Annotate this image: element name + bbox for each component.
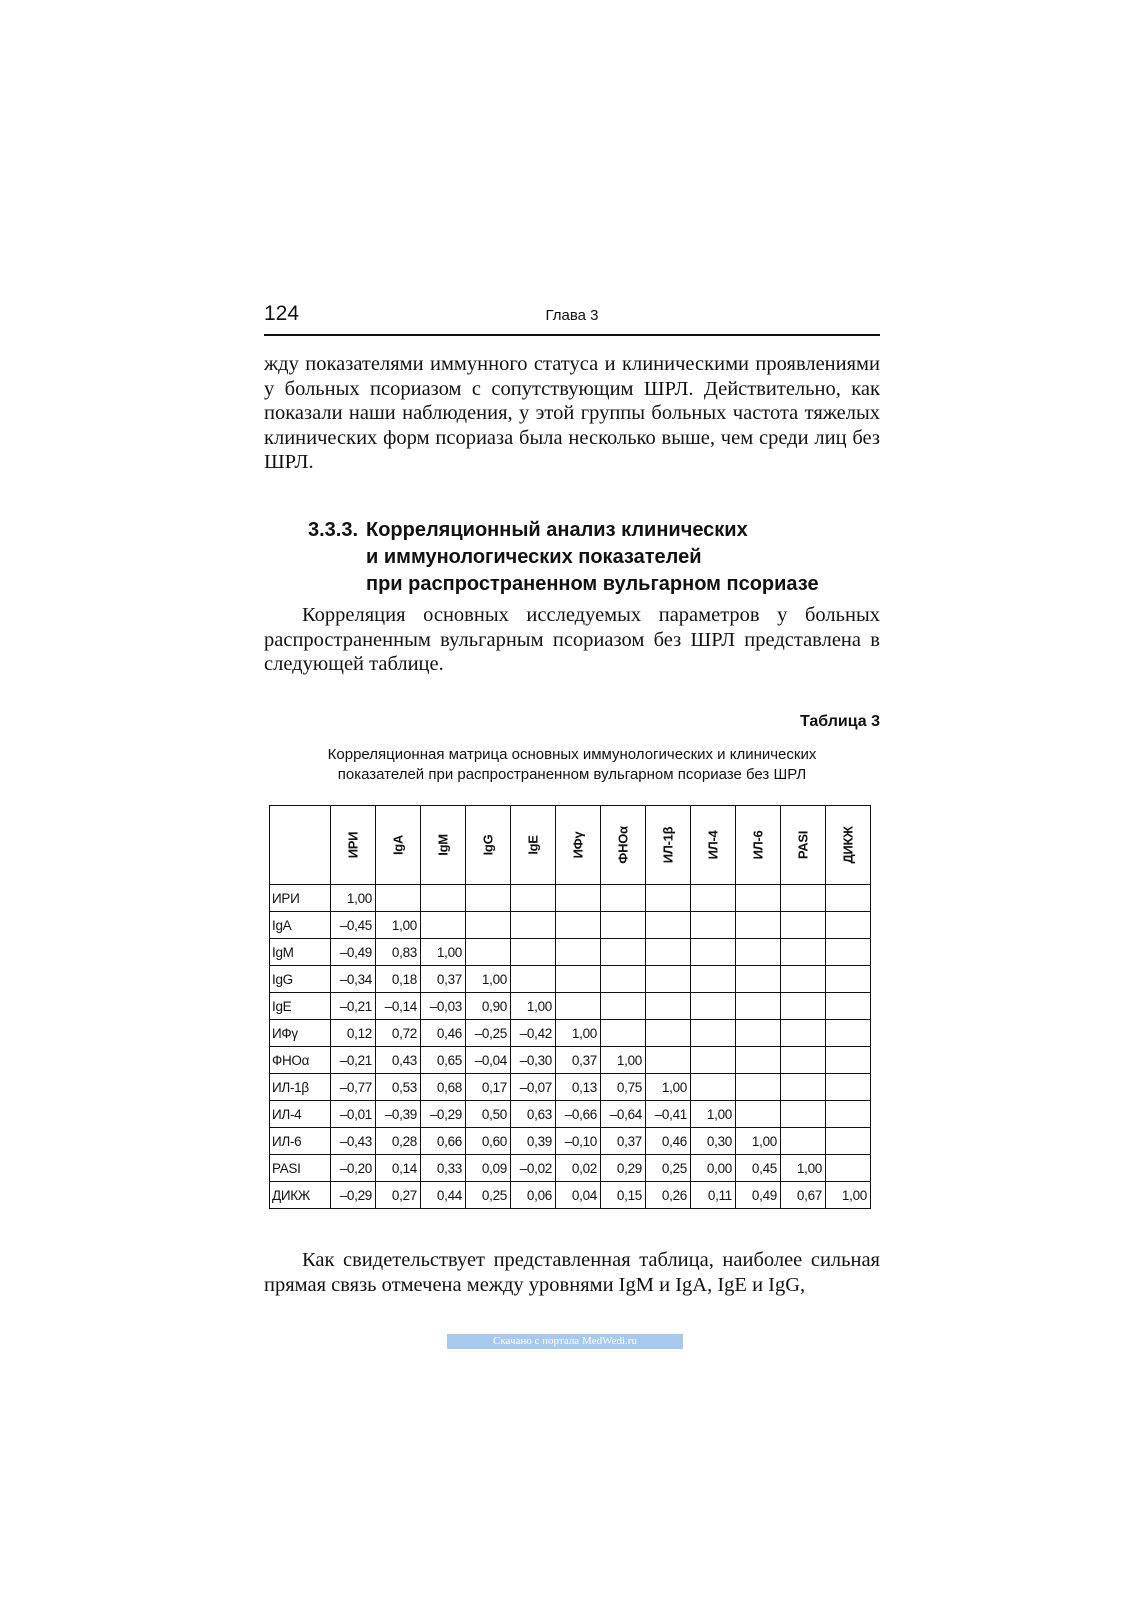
table-cell bbox=[511, 912, 556, 939]
table-cell bbox=[556, 966, 601, 993]
table-cell: 0,27 bbox=[376, 1182, 421, 1209]
table-cell bbox=[466, 885, 511, 912]
table-cell: 0,37 bbox=[601, 1128, 646, 1155]
row-label: ИФγ bbox=[270, 1020, 331, 1047]
table-cell: 0,66 bbox=[421, 1128, 466, 1155]
table-cell: 1,00 bbox=[691, 1101, 736, 1128]
table-cell bbox=[646, 1047, 691, 1074]
table-cell bbox=[826, 939, 871, 966]
table-cell: –0,04 bbox=[466, 1047, 511, 1074]
column-header bbox=[376, 806, 421, 885]
table-cell: –0,64 bbox=[601, 1101, 646, 1128]
running-head: Глава 3 bbox=[545, 307, 599, 324]
download-banner[interactable]: Скачано с портала MedWedi.ru bbox=[447, 1334, 683, 1349]
table-cell bbox=[781, 1020, 826, 1047]
table-cell: –0,03 bbox=[421, 993, 466, 1020]
column-header-label: ФНОα bbox=[615, 826, 631, 864]
row-label: ДИКЖ bbox=[270, 1182, 331, 1209]
table-cell bbox=[691, 885, 736, 912]
table-cell bbox=[826, 1155, 871, 1182]
table-row bbox=[270, 1074, 871, 1101]
table-row bbox=[270, 1020, 871, 1047]
row-label: ИРИ bbox=[270, 885, 331, 912]
row-label: IgM bbox=[270, 939, 331, 966]
table-cell: 0,43 bbox=[376, 1047, 421, 1074]
table-cell bbox=[691, 939, 736, 966]
table-cell: 0,33 bbox=[421, 1155, 466, 1182]
table-cell: 0,06 bbox=[511, 1182, 556, 1209]
table-cell bbox=[601, 939, 646, 966]
table-cell: 1,00 bbox=[826, 1182, 871, 1209]
table-caption-line-1: Корреляционная матрица основных иммунологических и клинических bbox=[327, 746, 817, 763]
table-row bbox=[270, 912, 871, 939]
table-cell: 1,00 bbox=[421, 939, 466, 966]
table-cell: –0,77 bbox=[331, 1074, 376, 1101]
row-label: ИЛ-1β bbox=[270, 1074, 331, 1101]
column-header-label: ИЛ-4 bbox=[705, 830, 721, 860]
page-number: 124 bbox=[264, 302, 300, 325]
table-cell bbox=[511, 939, 556, 966]
table-cell bbox=[601, 993, 646, 1020]
table-cell: –0,25 bbox=[466, 1020, 511, 1047]
table-cell: 1,00 bbox=[781, 1155, 826, 1182]
table-cell: –0,14 bbox=[376, 993, 421, 1020]
column-header-label: ИЛ-6 bbox=[750, 830, 766, 860]
table-row bbox=[270, 1128, 871, 1155]
column-header bbox=[556, 806, 601, 885]
table-cell: 0,65 bbox=[421, 1047, 466, 1074]
table-cell: –0,41 bbox=[646, 1101, 691, 1128]
table-cell: 0,44 bbox=[421, 1182, 466, 1209]
table-cell: 0,04 bbox=[556, 1182, 601, 1209]
column-header bbox=[466, 806, 511, 885]
table-cell: 0,17 bbox=[466, 1074, 511, 1101]
table-cell: 0,68 bbox=[421, 1074, 466, 1101]
table-cell bbox=[556, 912, 601, 939]
table-cell bbox=[646, 1020, 691, 1047]
table-cell bbox=[691, 1020, 736, 1047]
table-cell: 0,25 bbox=[646, 1155, 691, 1182]
table-cell bbox=[736, 966, 781, 993]
table-cell: –0,07 bbox=[511, 1074, 556, 1101]
table-cell bbox=[826, 1020, 871, 1047]
column-header bbox=[691, 806, 736, 885]
table-cell bbox=[691, 1047, 736, 1074]
table-cell: –0,49 bbox=[331, 939, 376, 966]
column-header bbox=[646, 806, 691, 885]
table-cell: 0,28 bbox=[376, 1128, 421, 1155]
table-cell bbox=[691, 912, 736, 939]
table-cell: 0,83 bbox=[376, 939, 421, 966]
table-cell: 0,90 bbox=[466, 993, 511, 1020]
table-cell: 0,60 bbox=[466, 1128, 511, 1155]
table-cell bbox=[691, 1074, 736, 1101]
table-cell bbox=[691, 966, 736, 993]
table-cell: 0,46 bbox=[646, 1128, 691, 1155]
table-cell bbox=[826, 966, 871, 993]
table-cell: –0,43 bbox=[331, 1128, 376, 1155]
table-cell: 0,15 bbox=[601, 1182, 646, 1209]
table-cell: 0,26 bbox=[646, 1182, 691, 1209]
table-cell: 0,72 bbox=[376, 1020, 421, 1047]
table-cell bbox=[781, 885, 826, 912]
table-cell bbox=[781, 939, 826, 966]
table-cell: 0,37 bbox=[421, 966, 466, 993]
column-header-label: ИЛ-1β bbox=[660, 826, 676, 864]
table-cell bbox=[691, 993, 736, 1020]
table-row bbox=[270, 1101, 871, 1128]
table-cell bbox=[601, 1020, 646, 1047]
table-cell: 0,37 bbox=[556, 1047, 601, 1074]
matrix-corner-cell bbox=[270, 806, 331, 885]
table-cell bbox=[826, 1074, 871, 1101]
table-cell bbox=[556, 993, 601, 1020]
table-cell bbox=[646, 885, 691, 912]
table-label: Таблица 3 bbox=[799, 713, 880, 730]
table-cell bbox=[466, 912, 511, 939]
table-cell: –0,02 bbox=[511, 1155, 556, 1182]
table-cell: –0,42 bbox=[511, 1020, 556, 1047]
paragraph-conclusion: Как свидетельствует представленная таблица, наиболее сильная прямая связь отмечена между уровнями IgM и IgA, IgE и IgG, bbox=[264, 1249, 880, 1296]
table-cell bbox=[646, 993, 691, 1020]
table-cell bbox=[556, 885, 601, 912]
table-row bbox=[270, 1182, 871, 1209]
column-header-label: ДИКЖ bbox=[840, 826, 856, 864]
table-cell: 0,53 bbox=[376, 1074, 421, 1101]
matrix-body bbox=[270, 885, 871, 1209]
table-cell: –0,34 bbox=[331, 966, 376, 993]
table-caption bbox=[264, 745, 880, 785]
table-cell bbox=[421, 912, 466, 939]
table-cell: 0,00 bbox=[691, 1155, 736, 1182]
table-cell: 0,09 bbox=[466, 1155, 511, 1182]
table-row bbox=[270, 1047, 871, 1074]
table-cell: –0,10 bbox=[556, 1128, 601, 1155]
section-title-line-2: и иммунологических показателей bbox=[366, 546, 702, 568]
table-cell bbox=[781, 966, 826, 993]
table-cell: 1,00 bbox=[331, 885, 376, 912]
table-cell: 1,00 bbox=[556, 1020, 601, 1047]
table-cell: 0,49 bbox=[736, 1182, 781, 1209]
table-cell: –0,29 bbox=[421, 1101, 466, 1128]
table-cell: 0,02 bbox=[556, 1155, 601, 1182]
correlation-matrix bbox=[269, 805, 871, 1209]
table-cell bbox=[646, 912, 691, 939]
table-row bbox=[270, 885, 871, 912]
table-cell bbox=[826, 1047, 871, 1074]
table-cell bbox=[826, 912, 871, 939]
table-cell: 1,00 bbox=[376, 912, 421, 939]
table-cell bbox=[466, 939, 511, 966]
row-label: IgG bbox=[270, 966, 331, 993]
table-cell: 1,00 bbox=[736, 1128, 781, 1155]
table-cell bbox=[736, 1101, 781, 1128]
table-cell bbox=[826, 1128, 871, 1155]
column-header bbox=[421, 806, 466, 885]
table-cell: 0,39 bbox=[511, 1128, 556, 1155]
table-cell: –0,21 bbox=[331, 1047, 376, 1074]
column-header bbox=[826, 806, 871, 885]
column-header bbox=[601, 806, 646, 885]
section-title-line-1: Корреляционный анализ клинических bbox=[366, 519, 748, 541]
table-cell bbox=[511, 966, 556, 993]
section-heading bbox=[308, 517, 888, 598]
table-cell: 1,00 bbox=[646, 1074, 691, 1101]
table-cell: –0,66 bbox=[556, 1101, 601, 1128]
table-cell bbox=[781, 1074, 826, 1101]
column-header bbox=[781, 806, 826, 885]
table-cell bbox=[826, 993, 871, 1020]
matrix-header-row bbox=[270, 806, 871, 885]
row-label: ИЛ-4 bbox=[270, 1101, 331, 1128]
table-cell: 0,11 bbox=[691, 1182, 736, 1209]
table-cell: 0,25 bbox=[466, 1182, 511, 1209]
table-cell bbox=[601, 966, 646, 993]
column-header-label: IgE bbox=[525, 835, 541, 855]
column-header-label: IgM bbox=[435, 834, 451, 856]
table-cell: –0,30 bbox=[511, 1047, 556, 1074]
table-cell bbox=[781, 912, 826, 939]
table-cell: 0,30 bbox=[691, 1128, 736, 1155]
table-cell: 0,50 bbox=[466, 1101, 511, 1128]
table-cell bbox=[511, 885, 556, 912]
table-cell: 0,67 bbox=[781, 1182, 826, 1209]
table-cell: –0,21 bbox=[331, 993, 376, 1020]
paragraph-table-intro: Корреляция основных исследуемых параметров у больных распространенным вульгарным псориазом без ШРЛ представлена в следующей таблице. bbox=[264, 604, 880, 675]
column-header-label: PASI bbox=[795, 830, 811, 860]
table-row bbox=[270, 939, 871, 966]
table-cell: 0,13 bbox=[556, 1074, 601, 1101]
table-cell bbox=[781, 1047, 826, 1074]
column-header-label: IgA bbox=[390, 834, 406, 856]
table-cell bbox=[736, 1047, 781, 1074]
table-cell bbox=[736, 939, 781, 966]
table-cell bbox=[601, 885, 646, 912]
table-cell bbox=[826, 885, 871, 912]
table-cell: 0,12 bbox=[331, 1020, 376, 1047]
table-cell: 1,00 bbox=[466, 966, 511, 993]
row-label: IgE bbox=[270, 993, 331, 1020]
table-cell bbox=[736, 912, 781, 939]
table-cell: 0,18 bbox=[376, 966, 421, 993]
column-header-label: ИФγ bbox=[570, 831, 586, 859]
table-cell bbox=[781, 1128, 826, 1155]
table-cell: 0,29 bbox=[601, 1155, 646, 1182]
column-header bbox=[736, 806, 781, 885]
table-cell bbox=[826, 1101, 871, 1128]
column-header bbox=[511, 806, 556, 885]
column-header bbox=[331, 806, 376, 885]
table-cell bbox=[736, 1020, 781, 1047]
table-cell: –0,20 bbox=[331, 1155, 376, 1182]
table-cell bbox=[781, 993, 826, 1020]
table-row bbox=[270, 966, 871, 993]
table-cell bbox=[736, 993, 781, 1020]
table-cell: –0,45 bbox=[331, 912, 376, 939]
table-cell: 0,63 bbox=[511, 1101, 556, 1128]
table-cell bbox=[556, 939, 601, 966]
table-row bbox=[270, 1155, 871, 1182]
row-label: ИЛ-6 bbox=[270, 1128, 331, 1155]
table-cell: 0,45 bbox=[736, 1155, 781, 1182]
table-cell bbox=[376, 885, 421, 912]
table-cell bbox=[601, 912, 646, 939]
row-label: PASI bbox=[270, 1155, 331, 1182]
table-cell: 1,00 bbox=[511, 993, 556, 1020]
table-cell: 0,46 bbox=[421, 1020, 466, 1047]
table-cell bbox=[736, 1074, 781, 1101]
table-cell bbox=[646, 966, 691, 993]
section-title-line-3: при распространенном вульгарном псориазе bbox=[366, 573, 819, 595]
column-header-label: ИРИ bbox=[345, 831, 361, 859]
table-cell: 1,00 bbox=[601, 1047, 646, 1074]
table-cell bbox=[781, 1101, 826, 1128]
table-cell: –0,29 bbox=[331, 1182, 376, 1209]
column-header-label: IgG bbox=[480, 834, 496, 856]
table-caption-line-2: показателей при распространенном вульгарном псориазе без ШРЛ bbox=[337, 766, 807, 783]
row-label: IgA bbox=[270, 912, 331, 939]
page-header bbox=[264, 300, 880, 336]
table-cell bbox=[646, 939, 691, 966]
row-label: ФНОα bbox=[270, 1047, 331, 1074]
paragraph-intro: жду показателями иммунного статуса и клиническими проявлениями у больных псориазом с сопутствующим ШРЛ. Действительно, как показали наши наблюдения, у этой группы больных частота тяжелых клинических форм псориаза была несколько выше, чем среди лиц без ШРЛ. bbox=[264, 353, 880, 473]
table-cell: 0,14 bbox=[376, 1155, 421, 1182]
table-cell: –0,01 bbox=[331, 1101, 376, 1128]
table-row bbox=[270, 993, 871, 1020]
section-number: 3.3.3. bbox=[308, 519, 359, 541]
table-cell: 0,75 bbox=[601, 1074, 646, 1101]
table-cell bbox=[736, 885, 781, 912]
table-cell: –0,39 bbox=[376, 1101, 421, 1128]
table-cell bbox=[421, 885, 466, 912]
